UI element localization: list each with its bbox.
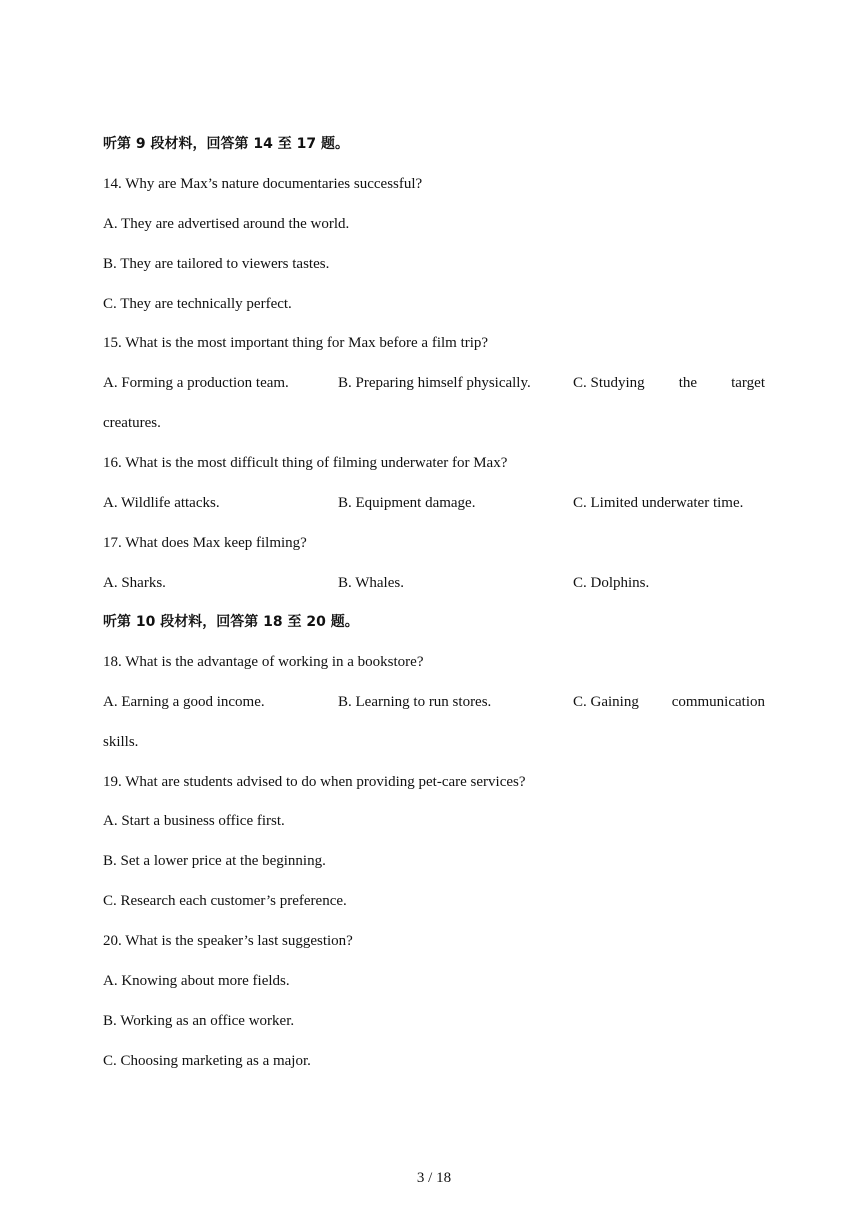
question-18-option-c-part2: communication (671, 694, 765, 710)
section-heading-10: 听第 10 段材料，回答第 18 至 20 题。 (103, 614, 359, 630)
question-15-options (103, 373, 765, 393)
question-18-stem: 18. What is the advantage of working in a bookstore? (103, 654, 424, 670)
question-17-option-c: C. Dolphins. (573, 575, 650, 591)
question-17-option-b: B. Whales. (338, 575, 404, 591)
question-15-option-c (573, 373, 765, 393)
page-number: 3 / 18 (416, 1170, 452, 1186)
question-14-option-a: A. They are advertised around the world. (103, 216, 350, 232)
question-14-stem: 14. Why are Max’s nature documentaries successful? (103, 176, 423, 192)
question-18-options (103, 692, 765, 712)
question-19-option-c: C. Research each customer’s preference. (103, 893, 347, 909)
question-16-stem: 16. What is the most difficult thing of filming underwater for Max? (103, 455, 508, 471)
question-17-option-a: A. Sharks. (103, 575, 166, 591)
question-15-option-c-continued: creatures. (103, 415, 161, 431)
question-15-option-c-part3: target (731, 375, 765, 391)
question-17-options (103, 573, 765, 593)
question-20-option-a: A. Knowing about more fields. (103, 973, 290, 989)
section-heading-9: 听第 9 段材料，回答第 14 至 17 题。 (103, 136, 349, 152)
question-16-option-a: A. Wildlife attacks. (103, 495, 220, 511)
question-16-option-c: C. Limited underwater time. (573, 495, 744, 511)
question-15-option-a: A. Forming a production team. (103, 375, 289, 391)
question-16-options (103, 493, 765, 513)
question-14-option-b: B. They are tailored to viewers tastes. (103, 256, 330, 272)
question-18-option-a: A. Earning a good income. (103, 694, 265, 710)
question-20-option-c: C. Choosing marketing as a major. (103, 1053, 311, 1069)
question-15-option-b: B. Preparing himself physically. (338, 375, 531, 391)
question-17-stem: 17. What does Max keep filming? (103, 535, 307, 551)
question-15-option-c-part2: the (678, 375, 698, 391)
question-19-option-a: A. Start a business office first. (103, 813, 285, 829)
question-15-stem: 15. What is the most important thing for Max before a film trip? (103, 335, 489, 351)
question-15-option-c-part1: C. Studying (573, 375, 645, 391)
question-16-option-b: B. Equipment damage. (338, 495, 476, 511)
question-18-option-b: B. Learning to run stores. (338, 694, 492, 710)
question-20-option-b: B. Working as an office worker. (103, 1013, 295, 1029)
question-14-option-c: C. They are technically perfect. (103, 296, 292, 312)
question-18-option-c (573, 692, 765, 712)
question-18-option-c-part1: C. Gaining (573, 694, 639, 710)
question-19-option-b: B. Set a lower price at the beginning. (103, 853, 326, 869)
question-19-stem: 19. What are students advised to do when providing pet-care services? (103, 774, 526, 790)
question-18-option-c-continued: skills. (103, 734, 139, 750)
question-20-stem: 20. What is the speaker’s last suggestion? (103, 933, 353, 949)
